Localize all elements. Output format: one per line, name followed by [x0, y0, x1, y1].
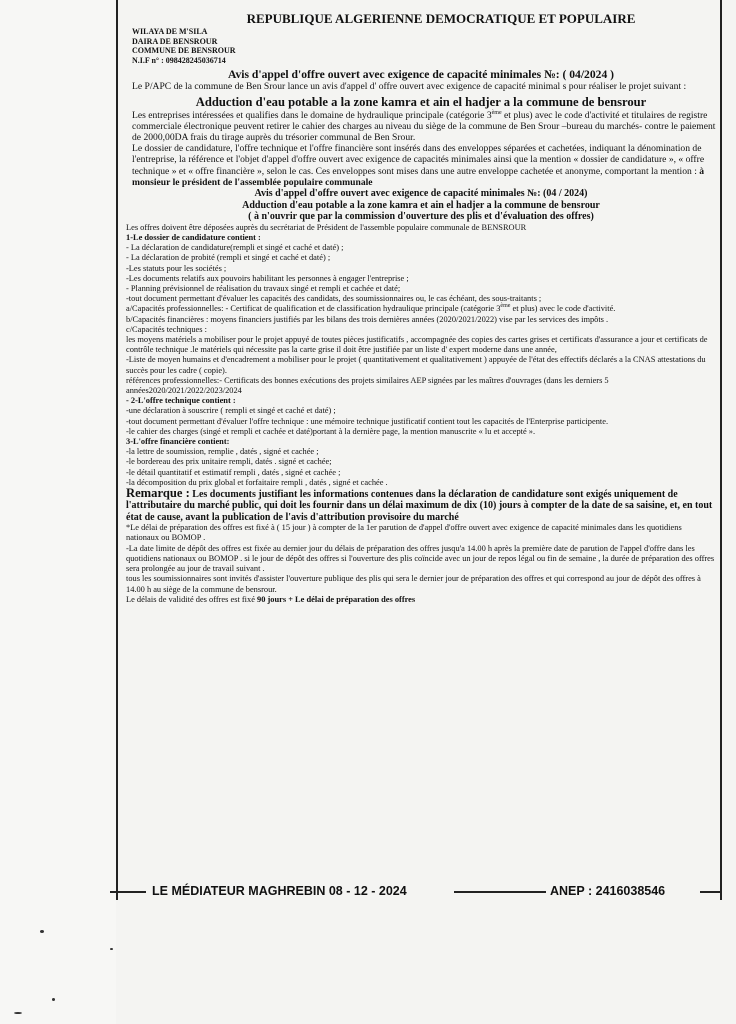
- requirements-block: [126, 223, 716, 488]
- s1-item: - Planning prévisionnel de réalisation du travaux singé et rempli et cachée et daté;: [126, 284, 401, 293]
- delay-item: -La date limite de dépôt des offres est fixée au dernier jour du délais de préparation des offres jusqu'a 14.00 h après la première date de parution de l'appel d'offre dans les quotidiens nationaux ou BOMOP . si le jour de dépôt des offres si l'ouverture des plis coïncide avec un jour de repos légal ou fin de semaine , la durée de préparation des offres sera prolongée au jour de travail suivant .: [126, 543, 715, 574]
- remarque-block: Remarque : Les documents justifiant les informations contenues dans la déclaration de candidature sont exigés uniquement de l'attributaire du marché public, qui doit les fournir dans un délai maximum de dix (10) jours à compter de la date de sa saisine, et, en tout état de cause, avant la publication de l'avis d'attribution provisoire du marché: [126, 486, 713, 523]
- administration-block: [126, 27, 716, 65]
- print-speck: [14, 1012, 22, 1014]
- s1-item: -Les statuts pour les sociétés ;: [126, 263, 227, 273]
- deposit-line: Les offres doivent être déposées auprès du secrétariat de Président de l'assemble populaire communale de BENSROUR: [126, 222, 527, 232]
- project-title: Adduction d'eau potable a la zone kamra et ain el hadjer a la commune de bensrour: [195, 94, 647, 109]
- s1-item: - La déclaration de probité (rempli et singé et caché et daté) ;: [126, 253, 331, 263]
- section-3-title: 3-L'offre financière contient:: [126, 437, 230, 447]
- publication-footer: [110, 882, 722, 902]
- delay-item: tous les soumissionnaires sont invités d'assister l'ouverture publique des plis qui sera le dernier jour de préparation des offres et qui correspond au jour de dépôt des offres à 14.00 h au siège de la commune de bensrour.: [126, 574, 701, 594]
- s3-item: -le bordereau des prix unitaire rempli, datés . signé et cachée;: [126, 457, 332, 467]
- s2-item: -le cahier des charges (singé et rempli et cachée et daté)portant à la dernière page, la mention manuscrite « lu et accepté ».: [126, 426, 536, 436]
- deadlines-block: [126, 523, 716, 605]
- section-2-title: - 2-L'offre technique contient :: [126, 396, 236, 406]
- s3-item: -le détail quantitatif et estimatif rempli , datés , signé et cachée ;: [126, 467, 341, 477]
- validity-line: Le délais de validité des offres est fixé 90 jours + Le délai de préparation des offres: [126, 594, 416, 604]
- print-speck: [110, 948, 113, 950]
- capacity-technical-title: c/Capacités techniques :: [126, 324, 207, 334]
- daira-line: DAIRA DE BENSROUR: [132, 36, 218, 46]
- envelope-title: Avis d'appel d'offre ouvert avec exigence de capacité minimales №: (04 / 2024): [254, 188, 588, 199]
- capacity-technical-item: les moyens matériels a mobiliser pour le projet appuyé de toutes pièces justificatifs , accompagnée des copies des cartes grises et certificats d'assurance a jour et certificats de contrôle technique .le matériels qui nécessite pas la carte grise il doit être justifiée par un liste d' expert moderne dans une année,: [126, 335, 708, 355]
- avis-title: Avis d'appel d'offre ouvert avec exigence de capacité minimales №: ( 04/2024 ): [227, 68, 615, 82]
- s2-item: -une déclaration à souscrire ( rempli et singé et caché et daté) ;: [126, 406, 336, 416]
- print-speck: [40, 930, 44, 933]
- footer-rule: [700, 891, 722, 893]
- delay-item: *Le délai de préparation des offres est fixé à ( 15 jour ) à compter de la 1er parution de d'appel d'offre ouvert avec exigence de capacité minimales dans les quotidiens nationaux ou BOMOP .: [126, 523, 682, 543]
- envelope-note: ( à n'ouvrir que par la commission d'ouverture des plis et d'évaluation des offres): [248, 211, 594, 223]
- envelope-project: Adduction d'eau potable a la zone kamra et ain el hadjer a la commune de bensrour: [242, 199, 600, 211]
- intro-paragraph: Le P/APC de la commune de Ben Srour lance un avis d'appel d' offre ouvert avec exigence de capacité minimal s pour réaliser le projet suivant :: [132, 81, 687, 93]
- section-1-title: 1-Le dossier de candidature contient :: [126, 232, 261, 242]
- commune-line: COMMUNE DE BENSROUR: [132, 46, 236, 56]
- s2-item: -tout document permettant d'évaluer l'offre technique : une mémoire technique justificatif contient tout les capacités de l'Enterprise participente.: [126, 416, 609, 426]
- newspaper-name: LE MÉDIATEUR MAGHREBIN 08 - 12 - 2024: [152, 884, 407, 898]
- republic-heading: REPUBLIQUE ALGERIENNE DEMOCRATIQUE ET POPULAIRE: [246, 11, 636, 26]
- s1-item: -tout document permettant d'évaluer les capacités des candidats, des soumissionnaires ou, le cas échéant, des sous-traitants ;: [126, 294, 542, 304]
- nif-line: N.I.F n° : 098428245036714: [132, 55, 226, 65]
- remarque-label: Remarque :: [126, 486, 190, 501]
- envelope-recipient: à monsieur le président de l'assemblée populaire communale: [132, 165, 705, 188]
- footer-rule: [454, 891, 546, 893]
- wilaya-line: WILAYA DE M'SILA: [132, 27, 208, 36]
- anep-number: ANEP : 2416038546: [550, 884, 666, 898]
- capacity-professional: a/Capacités professionnelles: - Certificat de qualification et de classification hydraulique principale (catégorie 3ème et plus) avec le code d'activité.: [126, 303, 616, 314]
- print-speck: [52, 998, 55, 1001]
- capacity-technical-item: -Liste de moyen humains et d'encadrement a mobiliser pour le projet ( quantitativement et qualitativement ) appuyée de l'état des effectifs déclarés a la CNAS attestations du succès pour les cadre ( copie).: [126, 355, 706, 375]
- envelope-paragraph: Le dossier de candidature, l'offre technique et l'offre financière sont insérés dans des enveloppes séparées et cachetées, indiquant la dénomination de l'entreprise, la référence et l'objet d'appel d'offre ouvert avec exigence de capacités minimales ainsi que la mention « dossier de candidature », « offre technique » et « offre financière », selon le cas. Ces enveloppes sont mises dans une autre enveloppe cachetée et anonyme, comportant la mention : à monsieur le président de l'assemblée populaire communale: [132, 143, 705, 188]
- footer-rule: [110, 891, 146, 893]
- capacity-financial: b/Capacités financières : moyens financiers justifiés par les bilans des trois dernières années (2020/2021/2022) vise par les services des impôts .: [126, 314, 609, 324]
- page-margin: [0, 0, 116, 1024]
- capacity-technical-item: références professionnelles:- Certificats des bonnes exécutions des projets similaires AEP signées par les maîtres d'ouvrages (dans les derniers 5 années2020/2021/2022/2023/2024: [126, 375, 609, 396]
- frame-right-border: [720, 0, 722, 900]
- announcement-body: [126, 12, 716, 605]
- s3-item: -la décomposition du prix global et forfaitaire rempli , datés , signé et cachée .: [126, 477, 388, 487]
- frame-left-border: [116, 0, 118, 900]
- s1-item: -Les documents relatifs aux pouvoirs habilitant les personnes à engager l'entreprise ;: [126, 273, 409, 283]
- eligibility-paragraph: Les entreprises intéressées et qualifies dans le domaine de hydraulique principale (catégorie 3ème et plus) avec le code d'activité et titulaires de registre commerciale électronique peuvent retirer le cahier des charges au niveau du siège de la commune de Ben Srour –bureau du marchés- contre le paiement de 2000,00DA frais du tirage auprès du trésorier communal de Ben Srour.: [132, 109, 716, 143]
- s3-item: -la lettre de soumission, remplie , datés , signé et cachée ;: [126, 447, 319, 457]
- s1-item: - La déclaration de candidature(rempli et singé et caché et daté) ;: [126, 243, 344, 253]
